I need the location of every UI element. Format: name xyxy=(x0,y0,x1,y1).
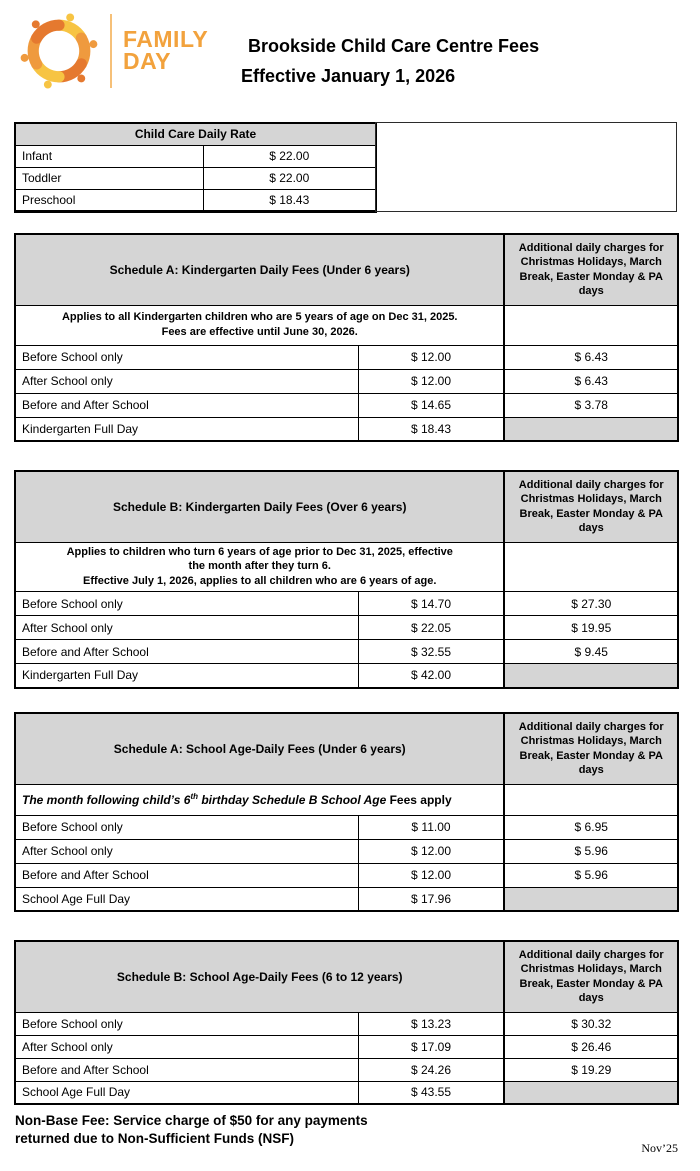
familyday-pinwheel-icon xyxy=(16,8,102,94)
note-superscript: th xyxy=(190,791,199,801)
rate-label: Toddler xyxy=(15,167,203,189)
additional-charges-header: Additional daily charges for Christmas Holidays, March Break, Easter Monday & PA days xyxy=(504,234,678,305)
table-row xyxy=(15,471,678,542)
fee-label: Kindergarten Full Day xyxy=(15,417,358,441)
fee-label: After School only xyxy=(15,616,358,640)
schedule-title: Schedule B: Kindergarten Daily Fees (Over 6 years) xyxy=(15,471,504,542)
fee-label: Before School only xyxy=(15,592,358,616)
note-line: the month after they turn 6. xyxy=(188,560,331,573)
table-row xyxy=(15,393,678,417)
fee-value: $ 42.00 xyxy=(358,664,504,688)
table-row xyxy=(15,1081,678,1104)
fee-value: $ 32.55 xyxy=(358,640,504,664)
fee-label: Before and After School xyxy=(15,1058,358,1081)
fee-value: $ 12.00 xyxy=(358,345,504,369)
table-row xyxy=(15,784,678,815)
note-italic-lead: The month following child’s 6 xyxy=(22,792,191,807)
rate-label: Preschool xyxy=(15,189,203,211)
additional-value: $ 19.95 xyxy=(504,616,678,640)
fee-label: School Age Full Day xyxy=(15,1081,358,1104)
note-italic-tail: birthday Schedule B School Age xyxy=(198,792,387,807)
rate-label: Infant xyxy=(15,145,203,167)
additional-charges-header: Additional daily charges for Christmas Holidays, March Break, Easter Monday & PA days xyxy=(504,713,678,784)
table-row xyxy=(15,1058,678,1081)
additional-value-empty xyxy=(504,417,678,441)
table-row xyxy=(15,417,678,441)
additional-value: $ 6.43 xyxy=(504,345,678,369)
table-row xyxy=(15,189,376,211)
fee-value: $ 12.00 xyxy=(358,839,504,863)
table-row xyxy=(15,592,678,616)
schedule-title: Schedule A: School Age-Daily Fees (Under 6 years) xyxy=(15,713,504,784)
schedule-a-schoolage-table xyxy=(14,712,679,912)
rate-value: $ 22.00 xyxy=(203,145,376,167)
fee-value: $ 17.96 xyxy=(358,887,504,911)
fee-value: $ 22.05 xyxy=(358,616,504,640)
fee-label: Before School only xyxy=(15,345,358,369)
table-row xyxy=(15,123,376,145)
daily-rate-header: Child Care Daily Rate xyxy=(15,123,376,145)
additional-value: $ 3.78 xyxy=(504,393,678,417)
fee-label: Before School only xyxy=(15,815,358,839)
additional-value-empty xyxy=(504,1081,678,1104)
schedule-a-kindergarten-table xyxy=(14,233,679,442)
schedule-note xyxy=(15,305,504,345)
empty-cell xyxy=(504,784,678,815)
table-row xyxy=(15,863,678,887)
note-line: Applies to all Kindergarten children who are 5 years of age on Dec 31, 2025. xyxy=(61,311,458,324)
logo-wordmark xyxy=(123,26,209,74)
table-row xyxy=(15,369,678,393)
nsf-fee-note-line1: Non-Base Fee: Service charge of $50 for any payments xyxy=(15,1113,368,1128)
fee-label: School Age Full Day xyxy=(15,887,358,911)
additional-value-empty xyxy=(504,664,678,688)
additional-value: $ 19.29 xyxy=(504,1058,678,1081)
fee-label: Before and After School xyxy=(15,393,358,417)
schedule-title: Schedule A: Kindergarten Daily Fees (Under 6 years) xyxy=(15,234,504,305)
fee-value: $ 24.26 xyxy=(358,1058,504,1081)
additional-value-empty xyxy=(504,887,678,911)
table-row xyxy=(15,145,376,167)
empty-cell xyxy=(504,305,678,345)
table-row xyxy=(15,713,678,784)
additional-value: $ 6.95 xyxy=(504,815,678,839)
additional-value: $ 26.46 xyxy=(504,1035,678,1058)
fee-label: After School only xyxy=(15,1035,358,1058)
rate-value: $ 18.43 xyxy=(203,189,376,211)
schedule-b-schoolage-table xyxy=(14,940,679,1105)
table-row xyxy=(15,1035,678,1058)
document-version: Nov’25 xyxy=(641,1141,678,1155)
table-row xyxy=(15,815,678,839)
logo-word-family: FAMILY xyxy=(123,26,209,53)
additional-value: $ 6.43 xyxy=(504,369,678,393)
fee-value: $ 14.65 xyxy=(358,393,504,417)
table-row xyxy=(15,234,678,305)
nsf-fee-note-line2: returned due to Non-Sufficient Funds (NSF) xyxy=(15,1130,294,1146)
familyday-logo xyxy=(16,8,208,94)
page-title xyxy=(241,31,539,91)
additional-value: $ 30.32 xyxy=(504,1012,678,1035)
daily-rate-table xyxy=(14,122,377,213)
schedule-note xyxy=(15,542,504,592)
additional-value: $ 5.96 xyxy=(504,839,678,863)
table-row xyxy=(15,167,376,189)
additional-charges-header: Additional daily charges for Christmas Holidays, March Break, Easter Monday & PA days xyxy=(504,941,678,1012)
fee-label: After School only xyxy=(15,369,358,393)
table-row xyxy=(15,616,678,640)
logo-divider xyxy=(110,14,112,88)
schedule-b-kindergarten-table xyxy=(14,470,679,689)
nsf-fee-note xyxy=(15,1112,368,1147)
fee-label: Before and After School xyxy=(15,640,358,664)
fee-value: $ 18.43 xyxy=(358,417,504,441)
empty-side-cell xyxy=(375,122,677,212)
table-row xyxy=(15,941,678,1012)
fee-label: Before School only xyxy=(15,1012,358,1035)
schedule-note xyxy=(15,784,504,815)
rate-value: $ 22.00 xyxy=(203,167,376,189)
fee-value: $ 12.00 xyxy=(358,369,504,393)
fee-value: $ 43.55 xyxy=(358,1081,504,1104)
table-row xyxy=(15,345,678,369)
table-row xyxy=(15,542,678,592)
empty-cell xyxy=(504,542,678,592)
additional-value: $ 5.96 xyxy=(504,863,678,887)
fee-label: After School only xyxy=(15,839,358,863)
fee-label: Before and After School xyxy=(15,863,358,887)
fee-value: $ 17.09 xyxy=(358,1035,504,1058)
additional-charges-header: Additional daily charges for Christmas Holidays, March Break, Easter Monday & PA days xyxy=(504,471,678,542)
fee-value: $ 12.00 xyxy=(358,863,504,887)
table-row xyxy=(15,640,678,664)
note-line: Effective July 1, 2026, applies to all children who are 6 years of age. xyxy=(83,575,437,588)
fee-label: Kindergarten Full Day xyxy=(15,664,358,688)
schedule-title: Schedule B: School Age-Daily Fees (6 to 12 years) xyxy=(15,941,504,1012)
page-title-line2: Effective January 1, 2026 xyxy=(241,66,456,86)
logo-word-day: DAY xyxy=(123,48,171,74)
table-row xyxy=(15,305,678,345)
table-row xyxy=(15,664,678,688)
table-row xyxy=(15,1012,678,1035)
fee-value: $ 11.00 xyxy=(358,815,504,839)
note-line: Fees are effective until June 30, 2026. xyxy=(161,326,358,338)
note-regular-tail: Fees apply xyxy=(386,792,452,807)
table-row xyxy=(15,839,678,863)
additional-value: $ 27.30 xyxy=(504,592,678,616)
page-title-line1: Brookside Child Care Centre Fees xyxy=(248,36,540,56)
additional-value: $ 9.45 xyxy=(504,640,678,664)
table-row xyxy=(15,887,678,911)
note-line: Applies to children who turn 6 years of age prior to Dec 31, 2025, effective xyxy=(66,545,453,558)
fee-value: $ 14.70 xyxy=(358,592,504,616)
fee-value: $ 13.23 xyxy=(358,1012,504,1035)
